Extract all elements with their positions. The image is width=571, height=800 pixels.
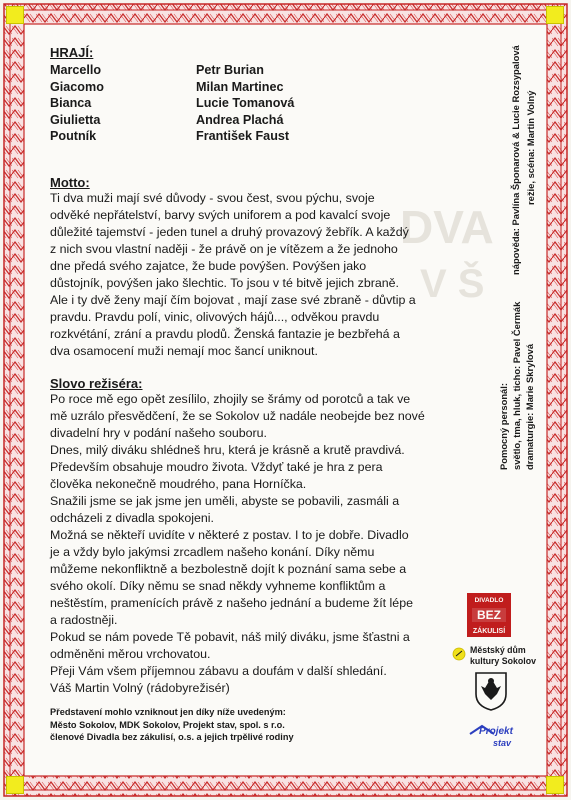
cast-heading: HRAJÍ: (50, 45, 94, 60)
sokolov-coat-of-arms (473, 670, 509, 712)
motto-heading: Motto: (50, 174, 90, 190)
crew-dramaturgy: dramaturgie: Marie Skrylová (524, 343, 535, 470)
director-line: mě uzrálo přesvědčení, že se Sokolov už nadále neobejde bez nové (50, 408, 425, 423)
theatre-logo-top: DIVADLO (474, 597, 504, 604)
motto-line: z nich svou vlastní naději - že právě on je vítězem a že jednoho (50, 241, 398, 256)
motto-line: Ale i ty dvě ženy mají čím bojovat , mají zase své zbraně - důvtip a (50, 292, 416, 307)
mdk-line2: kultury Sokolov (470, 656, 536, 666)
credits-line: Představení mohlo vzniknout jen díky níže uvedeným: (50, 707, 286, 717)
director-line: Váš Martin Volný (rádobyrežisér) (50, 680, 230, 695)
cast-role: Giacomo (50, 79, 104, 94)
director-section (50, 376, 495, 697)
credits-line: členové Divadla bez zákulisí, o.s. a jejich trpělivé rodiny (50, 732, 294, 742)
director-line: můžeme nekonfliktně a bezbolestně dojít k poznání sama sebe a (50, 561, 407, 576)
corner-square-bottom-right (546, 776, 564, 794)
director-line: Po roce mě ego opět zesílilo, zhojily se šrámy od porotců a tak ve (50, 391, 411, 406)
director-line: Snažili jsme se jak jsme jen uměli, abyste se pobavili, zasmáli a (50, 493, 400, 508)
projekt-stav-logo (466, 722, 526, 750)
cast-actor: Milan Martinec (196, 79, 284, 94)
director-line: neštěstím, pramenících právě z našeho jednání a budeme žít lépe (50, 595, 413, 610)
motto-line: důstojník, povýšen jako šlechtic. To jsou v té bitvě jejich zbraně. (50, 275, 399, 290)
mdk-line1: Městský dům (470, 645, 526, 655)
cast-role: Giulietta (50, 112, 101, 127)
corner-square-top-left (6, 6, 24, 24)
motto-line: rozkvétání, zrání a pravdu plodů. Ženská fantazie je bezbřehá a (50, 326, 400, 341)
coat-of-arms-icon (473, 670, 509, 712)
corner-square-top-right (546, 6, 564, 24)
cast-list (50, 62, 495, 145)
cast-role: Bianca (50, 96, 92, 110)
director-line: Především obsahuje moudro života. Vždyť také je hra z pera (50, 459, 383, 474)
cast-actor: Andrea Plachá (196, 112, 284, 127)
director-line: Přeji Vám všem příjemnou zábavu a doufám v další shledání. (50, 663, 387, 678)
director-line: je a vždy bylo jakýmsi zrcadlem našeho konání. Díky němu (50, 544, 375, 559)
cast-section (50, 45, 495, 145)
director-line: Pokud se nám povede Tě pobavit, náš milý diváku, jsme šťastni a (50, 629, 410, 644)
motto-line: dva osamocení muži nemají moc šancí uniknout. (50, 343, 318, 358)
crew-heading: Pomocný personál: (498, 383, 509, 470)
theatre-logo-mid: BEZ (477, 608, 501, 622)
cast-role: Poutník (50, 129, 97, 143)
cast-actor: František Faust (196, 129, 290, 143)
projekt-line1: Projekt (479, 726, 513, 737)
director-line: svého okolí. Díky němu se snad někdy vyhneme konfliktům a (50, 578, 386, 593)
cast-role: Marcello (50, 63, 102, 77)
mdk-circle-icon (452, 647, 466, 661)
director-line: divadelní hry v podání našeho souboru. (50, 425, 267, 440)
crew-prompter: nápověda: Pavlína Šponarová & Lucie Rozsypalová (510, 45, 521, 275)
director-line: odměněni měrou vrchovatou. (50, 646, 211, 661)
main-content (50, 45, 495, 697)
director-line: a radostněji. (50, 612, 118, 627)
credits-line: Město Sokolov, MDK Sokolov, Projekt stav, spol. s r.o. (50, 719, 285, 730)
corner-square-bottom-left (6, 776, 24, 794)
theatre-logo-bottom: ZÁKULISÍ (472, 628, 506, 635)
motto-line: dne předá svého zajatce, že bude povýšen. Povýšen jako (50, 258, 367, 273)
motto-section (50, 175, 495, 360)
director-heading: Slovo režiséra: (50, 375, 143, 391)
show-through-shadow-2: V Š (420, 262, 485, 306)
cast-actor: Lucie Tomanová (196, 96, 295, 110)
director-line: odcházeli z divadla spokojeni. (50, 510, 214, 525)
crew-light: světlo, tma, hluk, ticho: Pavel Čermák (511, 301, 522, 470)
theatre-logo-icon (466, 592, 512, 638)
show-through-shadow: DVA (400, 201, 494, 253)
motto-line: pravdu. Pravdu polí, vinic, olivových hájů..., odvěkou pravdu (50, 309, 380, 324)
motto-line: Ti dva muži mají své důvody - svou čest, svou pýchu, svoje (50, 190, 375, 205)
director-line: Dnes, milý diváku shlédneš hru, která je krásně a krutě pravdivá. (50, 442, 405, 457)
motto-line: odvěké nepřátelství, barvy svých uniforem a pod kavalcí svoje (50, 207, 391, 222)
motto-line: důležité tajemství - jeden tunel a druhý provazový žebřík. A každý (50, 224, 409, 239)
director-line: Možná se někteří uvidíte v některé z postav. I to je dobře. Divadlo (50, 527, 409, 542)
cast-actor: Petr Burian (196, 63, 264, 77)
projekt-line2: stav (492, 738, 512, 748)
credits-footer (50, 706, 350, 744)
crew-director: režie, scéna: Martin Volný (525, 90, 536, 205)
projekt-stav-icon (466, 722, 526, 750)
director-line: člověka nekonečně moudrého, pana Horníčka. (50, 476, 307, 491)
theatre-logo (466, 592, 512, 638)
